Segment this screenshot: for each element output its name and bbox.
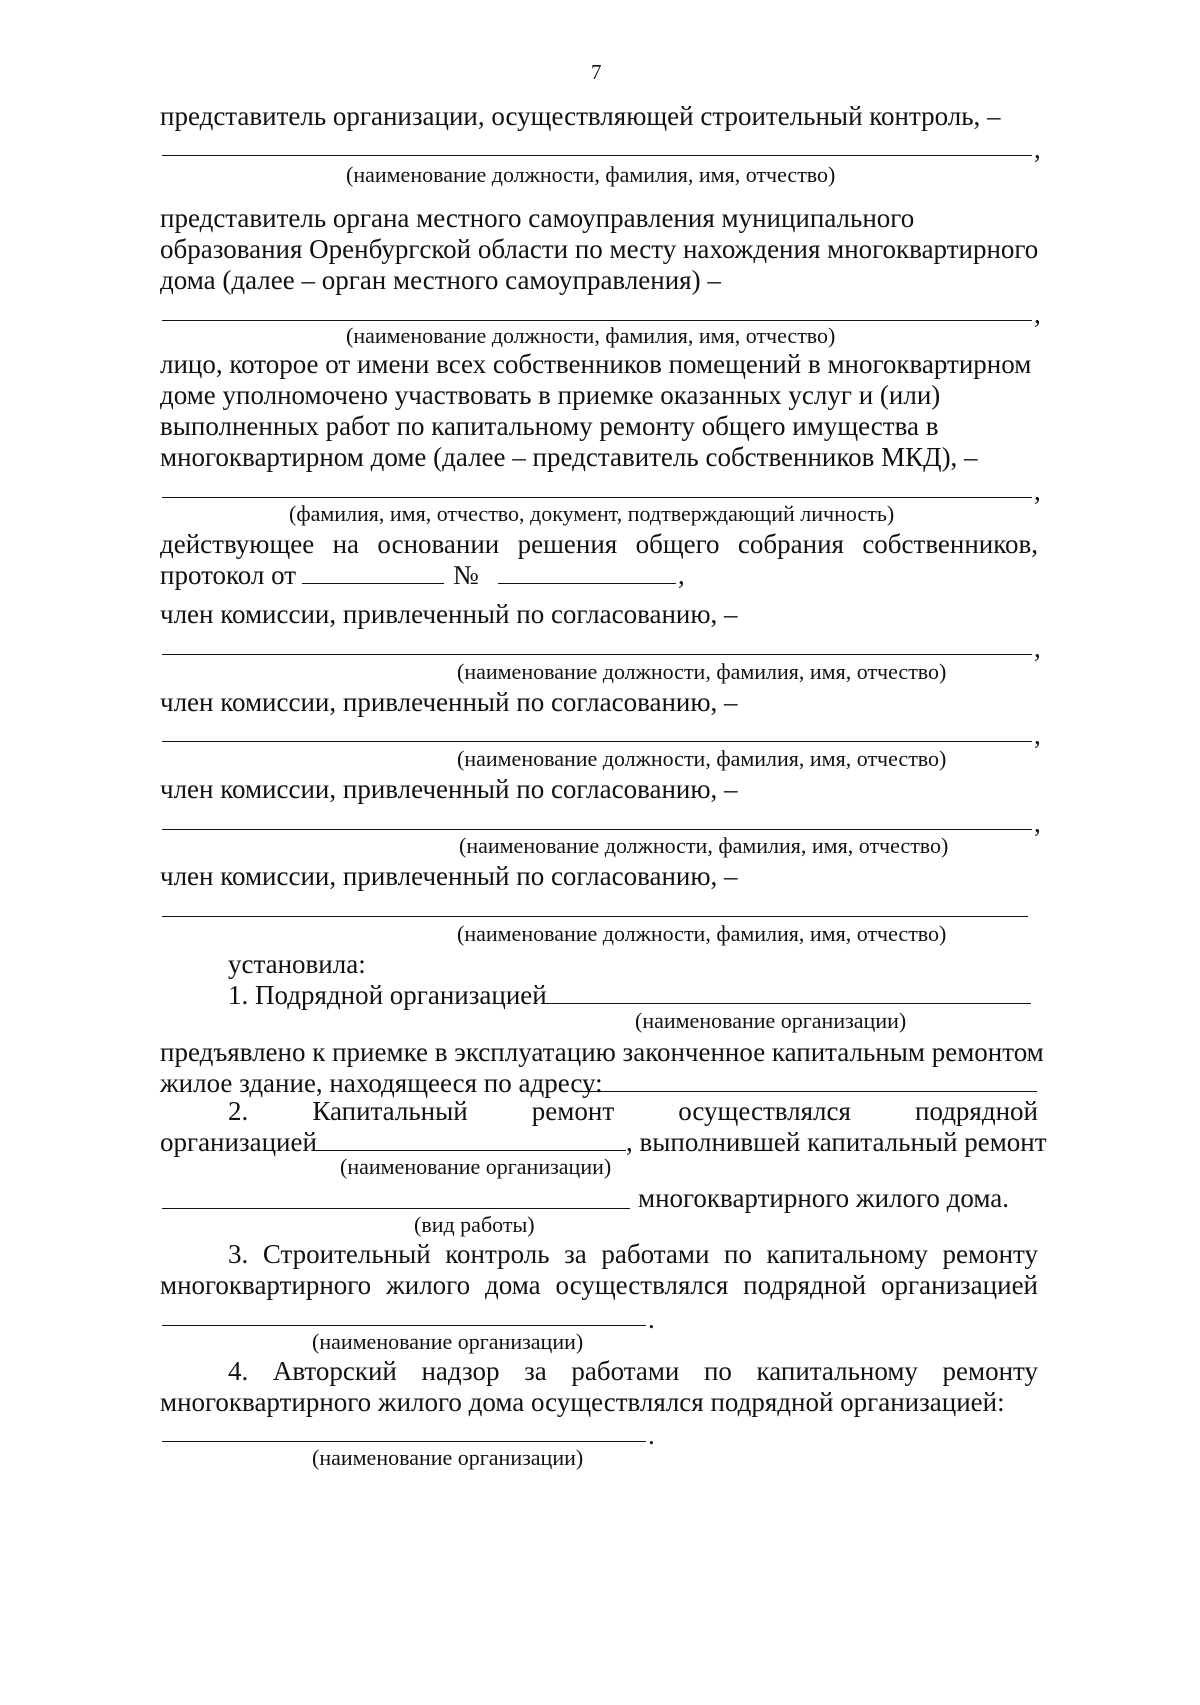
owner-line-1: лицо, которое от имени всех собственников помещений в многоквартирном [160, 349, 1032, 379]
commission-member-text: член комиссии, привлеченный по согласованию, – [160, 861, 738, 891]
period: . [648, 1304, 655, 1334]
work-type-field[interactable] [162, 1208, 630, 1209]
item-4-line-1: 4. Авторский надзор за работами по капитальному ремонту [228, 1356, 1038, 1386]
comma: , [1034, 633, 1041, 663]
caption-position-fio: (наименование должности, фамилия, имя, отчество) [459, 833, 949, 858]
commission-member-text: член комиссии, привлеченный по согласованию, – [160, 687, 738, 717]
owner-line-3: выполненных работ по капитальному ремонту общего имущества в [160, 411, 939, 441]
rep-local-line-2: образования Оренбургской области по месту нахождения многоквартирного [160, 234, 1039, 264]
comma: , [1034, 808, 1041, 838]
protocol-from-label: протокол от [160, 560, 297, 590]
item-4-line-2: многоквартирного жилого дома осуществлялся подрядной организацией: [160, 1387, 1005, 1417]
fill-line-member-4[interactable] [162, 916, 1028, 917]
caption-fio-document: (фамилия, имя, отчество, документ, подтверждающий личность) [289, 501, 895, 526]
protocol-number-label: № [453, 560, 479, 590]
item-3-line-2: многоквартирного жилого дома осуществлялся подрядной организацией [160, 1270, 1038, 1300]
fill-line-rep-construction[interactable] [162, 155, 1032, 156]
protocol-date-field[interactable] [302, 583, 444, 584]
fill-line-member-3[interactable] [162, 829, 1032, 830]
item-1-label: 1. Подрядной организацией [228, 980, 547, 1010]
rep-local-line-3: дома (далее – орган местного самоуправления) – [160, 265, 721, 295]
rep-local-line-1: представитель органа местного самоуправления муниципального [160, 203, 915, 233]
comma: , [1034, 720, 1041, 750]
owner-line-4: многоквартирном доме (далее – представитель собственников МКД), – [160, 442, 978, 472]
item-3-line-1: 3. Строительный контроль за работами по капитальному ремонту [228, 1239, 1038, 1269]
caption-position-fio: (наименование должности, фамилия, имя, отчество) [457, 921, 947, 946]
comma: , [678, 560, 685, 590]
contractor-name-field[interactable] [543, 1003, 1031, 1004]
caption-organization: (наименование организации) [312, 1445, 584, 1470]
fill-line-rep-local[interactable] [162, 320, 1032, 321]
contractor-2-field[interactable] [312, 1150, 626, 1151]
protocol-number-field[interactable] [498, 583, 676, 584]
item-2-line-1: 2. Капитальный ремонт осуществлялся подрядной [228, 1096, 1038, 1126]
caption-work-type: (вид работы) [414, 1212, 535, 1237]
owner-line-2: доме уполномочено участвовать в приемке оказанных услуг и (или) [160, 380, 941, 410]
fill-line-owner[interactable] [162, 497, 1032, 498]
comma: , [1034, 299, 1041, 329]
caption-position-fio: (наименование должности, фамилия, имя, отчество) [346, 162, 836, 187]
caption-position-fio: (наименование должности, фамилия, имя, отчество) [457, 746, 947, 771]
commission-member-text: член комиссии, привлеченный по согласованию, – [160, 774, 738, 804]
item-2-line-2-start: организацией [160, 1127, 317, 1157]
item-2-line-2-end: , выполнившей капитальный ремонт [626, 1127, 1047, 1157]
rep-construction-text: представитель организации, осуществляющей строительный контроль, – [160, 101, 1001, 131]
established-heading: установила: [228, 949, 366, 979]
item-1-line-2: предъявлено к приемке в эксплуатацию законченное капитальным ремонтом [160, 1037, 1044, 1067]
acting-basis-text: действующее на основании решения общего собрания собственников, [160, 529, 1038, 559]
fill-line-member-2[interactable] [162, 741, 1032, 742]
caption-position-fio: (наименование должности, фамилия, имя, отчество) [457, 659, 947, 684]
comma: , [1034, 134, 1041, 164]
caption-position-fio: (наименование должности, фамилия, имя, отчество) [346, 323, 836, 348]
commission-member-text: член комиссии, привлеченный по согласованию, – [160, 599, 738, 629]
item-1-line-3: жилое здание, находящееся по адресу: [160, 1068, 603, 1098]
page-number: 7 [591, 60, 602, 84]
comma: , [1034, 476, 1041, 506]
period: . [648, 1420, 655, 1450]
fill-line-member-1[interactable] [162, 654, 1032, 655]
supervisor-org-field[interactable] [162, 1325, 646, 1326]
author-supervision-org-field[interactable] [162, 1441, 646, 1442]
item-2-line-3: многоквартирного жилого дома. [638, 1183, 1010, 1213]
caption-organization: (наименование организации) [340, 1154, 612, 1179]
caption-organization: (наименование организации) [312, 1329, 584, 1354]
address-field[interactable] [580, 1091, 1037, 1092]
caption-organization: (наименование организации) [635, 1008, 907, 1033]
